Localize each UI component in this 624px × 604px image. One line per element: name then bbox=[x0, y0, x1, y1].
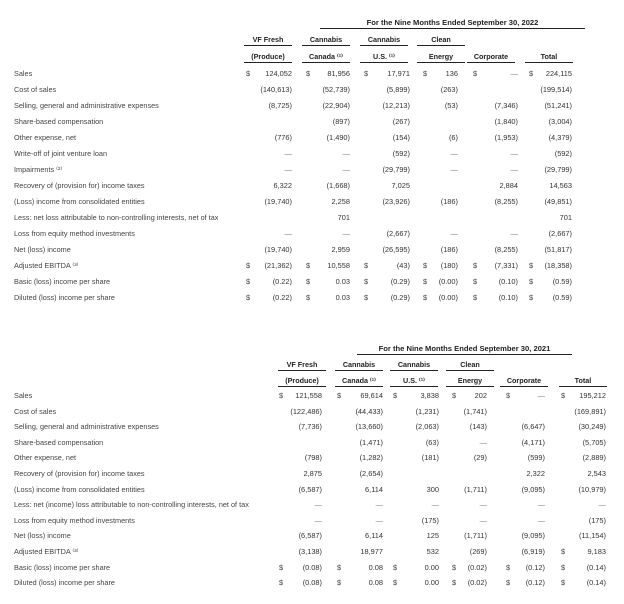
table-cell: (175) bbox=[588, 515, 606, 525]
row-label: Basic (loss) income per share bbox=[14, 562, 111, 572]
table-cell: — bbox=[314, 515, 322, 525]
table-title: For the Nine Months Ended September 30, 2021 bbox=[357, 344, 572, 355]
column-header-line1: Cannabis bbox=[360, 35, 408, 46]
column-header-line2: Corporate bbox=[467, 52, 515, 63]
table-cell: (9,095) bbox=[521, 484, 545, 494]
table-cell: (0.14) bbox=[586, 578, 606, 588]
table-cell: 701 bbox=[337, 213, 350, 222]
table-cell: 17,971 bbox=[387, 69, 410, 78]
row-label: Write-off of joint venture loan bbox=[14, 149, 108, 158]
currency-symbol: $ bbox=[337, 562, 342, 572]
table-cell: (9,095) bbox=[521, 531, 545, 541]
row-label: Other expense, net bbox=[14, 133, 77, 142]
row-label: Cost of sales bbox=[14, 85, 57, 94]
table-cell: 6,322 bbox=[273, 181, 292, 190]
table-cell: (186) bbox=[440, 245, 458, 254]
currency-symbol: $ bbox=[529, 293, 534, 302]
column-header-line2: Total bbox=[559, 376, 607, 387]
table-cell: (5,705) bbox=[582, 437, 606, 447]
table-cell: (0.00) bbox=[438, 277, 458, 286]
currency-symbol: $ bbox=[529, 277, 534, 286]
table-cell: (6,587) bbox=[298, 484, 322, 494]
row-label: Diluted (loss) income per share bbox=[14, 578, 115, 588]
table-cell: — bbox=[479, 437, 487, 447]
table-cell: (0.12) bbox=[525, 578, 545, 588]
currency-symbol: $ bbox=[506, 578, 511, 588]
row-label: Less: net (income) loss attributable to non-controlling interests, net of tax bbox=[14, 500, 249, 510]
currency-symbol: $ bbox=[473, 69, 478, 78]
table-cell: (2,063) bbox=[415, 422, 439, 432]
column-header-line2: Energy bbox=[446, 376, 494, 387]
row-label: Selling, general and administrative expenses bbox=[14, 422, 159, 432]
table-cell: 0.03 bbox=[335, 293, 350, 302]
table-cell: (22,904) bbox=[322, 101, 350, 110]
currency-symbol: $ bbox=[246, 293, 251, 302]
row-label: Basic (loss) income per share bbox=[14, 277, 111, 286]
table-cell: — bbox=[375, 500, 383, 510]
currency-symbol: $ bbox=[246, 277, 251, 286]
currency-symbol: $ bbox=[306, 293, 311, 302]
row-label: Share-based compensation bbox=[14, 437, 104, 447]
table-cell: — bbox=[284, 229, 292, 238]
table-cell: (63) bbox=[425, 437, 439, 447]
table-cell: (6,919) bbox=[521, 547, 545, 556]
table-cell: (52,739) bbox=[322, 85, 350, 94]
row-label: Less: net loss attributable to non-controlling interests, net of tax bbox=[14, 213, 219, 222]
table-cell: — bbox=[479, 515, 487, 525]
table-cell: 0.00 bbox=[424, 578, 439, 588]
column-header-line1: Clean bbox=[446, 360, 494, 371]
row-label: (Loss) income from consolidated entities bbox=[14, 197, 145, 206]
table-cell: (8,255) bbox=[494, 197, 518, 206]
table-cell: — bbox=[314, 500, 322, 510]
table-cell: (4,171) bbox=[521, 437, 545, 447]
currency-symbol: $ bbox=[561, 578, 566, 588]
column-header-line2: (Produce) bbox=[278, 376, 326, 387]
table-cell: (23,926) bbox=[382, 197, 410, 206]
table-cell: (140,613) bbox=[260, 85, 292, 94]
column-header-line2: Corporate bbox=[500, 376, 548, 387]
table-cell: (1,668) bbox=[326, 181, 350, 190]
table-cell: (154) bbox=[392, 133, 410, 142]
table-cell: 2,258 bbox=[331, 197, 350, 206]
table-cell: (6,647) bbox=[521, 422, 545, 432]
table-cell: 0.08 bbox=[368, 578, 383, 588]
table-cell: (186) bbox=[440, 197, 458, 206]
table-cell: (2,667) bbox=[386, 229, 410, 238]
table-cell: (49,851) bbox=[544, 197, 572, 206]
table-cell: (5,899) bbox=[386, 85, 410, 94]
table-cell: (13,660) bbox=[355, 422, 383, 432]
table-cell: (169,891) bbox=[574, 406, 606, 416]
currency-symbol: $ bbox=[246, 69, 251, 78]
table-cell: 81,956 bbox=[327, 69, 350, 78]
table-cell: (1,711) bbox=[464, 484, 487, 494]
row-label: Adjusted EBITDA ⁽³⁾ bbox=[14, 261, 79, 270]
currency-symbol: $ bbox=[364, 293, 369, 302]
row-label: Recovery of (provision for) income taxes bbox=[14, 181, 145, 190]
row-label: Loss from equity method investments bbox=[14, 229, 135, 238]
table-cell: (122,486) bbox=[290, 406, 322, 416]
table-cell: 2,322 bbox=[526, 469, 545, 478]
table-cell: — bbox=[510, 229, 518, 238]
currency-symbol: $ bbox=[423, 69, 428, 78]
table-cell: 6,114 bbox=[365, 531, 383, 541]
table-cell: 701 bbox=[559, 213, 572, 222]
table-cell: (1,741) bbox=[463, 406, 487, 416]
table-cell: (592) bbox=[554, 149, 572, 158]
currency-symbol: $ bbox=[561, 391, 566, 400]
row-label: Net (loss) income bbox=[14, 245, 71, 254]
table-cell: 300 bbox=[426, 484, 439, 494]
column-header-line1: Clean bbox=[417, 35, 465, 46]
table-cell: — bbox=[510, 165, 518, 174]
table-cell: (4,379) bbox=[548, 133, 572, 142]
table-cell: (0.08) bbox=[302, 562, 322, 572]
table-cell: — bbox=[510, 149, 518, 158]
currency-symbol: $ bbox=[423, 277, 428, 286]
column-header-line2: Canada ⁽¹⁾ bbox=[302, 52, 350, 63]
table-cell: (8,725) bbox=[268, 101, 292, 110]
column-header-line1: Cannabis bbox=[335, 360, 383, 371]
table-cell: (1,490) bbox=[326, 133, 350, 142]
table-cell: — bbox=[598, 500, 606, 510]
table-cell: (0.29) bbox=[390, 293, 410, 302]
table-cell: 2,959 bbox=[331, 245, 350, 254]
table-cell: (3,138) bbox=[298, 547, 322, 556]
column-header-line1: VF Fresh bbox=[244, 35, 292, 46]
currency-symbol: $ bbox=[423, 261, 428, 270]
table-cell: 3,838 bbox=[420, 391, 439, 400]
currency-symbol: $ bbox=[529, 261, 534, 270]
row-label: Diluted (loss) income per share bbox=[14, 293, 115, 302]
currency-symbol: $ bbox=[364, 277, 369, 286]
table-cell: (43) bbox=[396, 261, 410, 270]
table-cell: (0.14) bbox=[586, 562, 606, 572]
table-cell: 7,025 bbox=[391, 181, 410, 190]
table-cell: (1,840) bbox=[494, 117, 518, 126]
table-cell: — bbox=[450, 229, 458, 238]
currency-symbol: $ bbox=[306, 277, 311, 286]
table-cell: 9,183 bbox=[587, 547, 606, 556]
table-cell: 6,114 bbox=[365, 484, 383, 494]
table-cell: (0.08) bbox=[302, 578, 322, 588]
currency-symbol: $ bbox=[279, 562, 284, 572]
table-cell: 69,614 bbox=[360, 391, 383, 400]
table-cell: (30,249) bbox=[578, 422, 606, 432]
table-cell: 136 bbox=[445, 69, 458, 78]
currency-symbol: $ bbox=[506, 391, 511, 400]
table-cell: (776) bbox=[274, 133, 292, 142]
table-cell: (599) bbox=[527, 453, 545, 463]
table-cell: (44,433) bbox=[355, 406, 383, 416]
table-cell: (29) bbox=[473, 453, 487, 463]
table-cell: (897) bbox=[332, 117, 350, 126]
table-cell: (1,471) bbox=[359, 437, 383, 447]
row-label: Recovery of (provision for) income taxes bbox=[14, 469, 145, 478]
currency-symbol: $ bbox=[364, 261, 369, 270]
column-header-line1: VF Fresh bbox=[278, 360, 326, 371]
table-cell: 195,212 bbox=[579, 391, 606, 400]
table-cell: — bbox=[537, 515, 545, 525]
table-cell: — bbox=[537, 391, 545, 400]
column-header-line2: Canada ⁽¹⁾ bbox=[335, 376, 383, 387]
currency-symbol: $ bbox=[279, 578, 284, 588]
table-cell: — bbox=[284, 165, 292, 174]
row-label: Loss from equity method investments bbox=[14, 515, 135, 525]
table-cell: 2,884 bbox=[499, 181, 518, 190]
table-cell: (18,358) bbox=[544, 261, 572, 270]
table-cell: 2,543 bbox=[587, 469, 606, 478]
table-cell: (0.22) bbox=[272, 277, 292, 286]
table-cell: 0.03 bbox=[335, 277, 350, 286]
table-cell: 2,875 bbox=[303, 469, 322, 478]
table-cell: — bbox=[284, 149, 292, 158]
table-cell: (0.10) bbox=[498, 277, 518, 286]
table-cell: (8,255) bbox=[494, 245, 518, 254]
table-cell: (180) bbox=[440, 261, 458, 270]
table-cell: (51,241) bbox=[544, 101, 572, 110]
table-cell: — bbox=[450, 165, 458, 174]
table-cell: (0.02) bbox=[467, 562, 487, 572]
table-cell: (7,346) bbox=[494, 101, 518, 110]
table-cell: — bbox=[342, 229, 350, 238]
table-title: For the Nine Months Ended September 30, 2022 bbox=[320, 18, 585, 29]
table-cell: (2,667) bbox=[548, 229, 572, 238]
currency-symbol: $ bbox=[393, 578, 398, 588]
currency-symbol: $ bbox=[306, 261, 311, 270]
table-cell: — bbox=[431, 500, 439, 510]
table-cell: (7,331) bbox=[494, 261, 518, 270]
table-cell: 0.00 bbox=[424, 562, 439, 572]
column-header-line1: Cannabis bbox=[302, 35, 350, 46]
table-cell: (0.02) bbox=[467, 578, 487, 588]
table-cell: (1,231) bbox=[415, 406, 439, 416]
row-label: Net (loss) income bbox=[14, 531, 71, 541]
currency-symbol: $ bbox=[306, 69, 311, 78]
row-label: Adjusted EBITDA ⁽³⁾ bbox=[14, 547, 79, 556]
table-cell: 224,115 bbox=[545, 69, 572, 78]
row-label: (Loss) income from consolidated entities bbox=[14, 484, 145, 494]
currency-symbol: $ bbox=[473, 261, 478, 270]
table-cell: (263) bbox=[440, 85, 458, 94]
table-cell: — bbox=[342, 149, 350, 158]
currency-symbol: $ bbox=[452, 391, 457, 400]
column-header-line2: (Produce) bbox=[244, 52, 292, 63]
table-cell: (29,799) bbox=[544, 165, 572, 174]
table-cell: (267) bbox=[392, 117, 410, 126]
currency-symbol: $ bbox=[473, 277, 478, 286]
table-cell: (51,817) bbox=[544, 245, 572, 254]
table-cell: 18,977 bbox=[360, 547, 383, 556]
table-cell: (592) bbox=[392, 149, 410, 158]
currency-symbol: $ bbox=[561, 562, 566, 572]
column-header-line1: Cannabis bbox=[390, 360, 438, 371]
currency-symbol: $ bbox=[423, 293, 428, 302]
table-cell: (53) bbox=[444, 101, 458, 110]
table-cell: (1,711) bbox=[464, 531, 487, 541]
currency-symbol: $ bbox=[473, 293, 478, 302]
row-label: Sales bbox=[14, 391, 33, 400]
currency-symbol: $ bbox=[393, 562, 398, 572]
table-cell: (11,154) bbox=[579, 531, 606, 541]
column-header-line2: U.S. ⁽¹⁾ bbox=[390, 376, 438, 387]
table-cell: (0.10) bbox=[498, 293, 518, 302]
table-cell: (0.59) bbox=[552, 277, 572, 286]
table-cell: (0.22) bbox=[272, 293, 292, 302]
table-cell: (0.29) bbox=[390, 277, 410, 286]
table-cell: (21,362) bbox=[264, 261, 292, 270]
table-cell: (0.00) bbox=[438, 293, 458, 302]
table-cell: (12,213) bbox=[382, 101, 410, 110]
row-label: Sales bbox=[14, 69, 33, 78]
table-cell: — bbox=[479, 500, 487, 510]
table-cell: (175) bbox=[421, 515, 439, 525]
table-cell: (19,740) bbox=[264, 245, 292, 254]
table-cell: (7,736) bbox=[298, 422, 322, 432]
table-cell: (2,654) bbox=[359, 469, 383, 478]
currency-symbol: $ bbox=[393, 391, 398, 400]
currency-symbol: $ bbox=[337, 391, 342, 400]
currency-symbol: $ bbox=[452, 562, 457, 572]
row-label: Other expense, net bbox=[14, 453, 77, 463]
table-cell: (29,799) bbox=[382, 165, 410, 174]
table-cell: (2,889) bbox=[582, 453, 606, 463]
table-cell: — bbox=[510, 69, 518, 78]
table-cell: (26,595) bbox=[382, 245, 410, 254]
currency-symbol: $ bbox=[561, 547, 566, 556]
column-header-line2: Total bbox=[525, 52, 573, 63]
table-cell: (3,004) bbox=[548, 117, 572, 126]
table-cell: — bbox=[450, 149, 458, 158]
table-cell: — bbox=[342, 165, 350, 174]
table-cell: (269) bbox=[469, 547, 487, 556]
table-cell: (181) bbox=[421, 453, 439, 463]
currency-symbol: $ bbox=[337, 578, 342, 588]
column-header-line2: Energy bbox=[417, 52, 465, 63]
table-cell: 121,558 bbox=[295, 391, 322, 400]
table-cell: (798) bbox=[304, 453, 322, 463]
currency-symbol: $ bbox=[452, 578, 457, 588]
table-cell: 14,563 bbox=[549, 181, 572, 190]
table-cell: (1,953) bbox=[494, 133, 518, 142]
table-cell: — bbox=[375, 515, 383, 525]
currency-symbol: $ bbox=[364, 69, 369, 78]
row-label: Cost of sales bbox=[14, 406, 57, 416]
table-cell: (0.12) bbox=[525, 562, 545, 572]
currency-symbol: $ bbox=[279, 391, 284, 400]
currency-symbol: $ bbox=[246, 261, 251, 270]
table-cell: (6) bbox=[448, 133, 458, 142]
table-cell: 0.08 bbox=[368, 562, 383, 572]
table-cell: (1,282) bbox=[359, 453, 383, 463]
currency-symbol: $ bbox=[506, 562, 511, 572]
table-cell: (10,979) bbox=[578, 484, 606, 494]
row-label: Share-based compensation bbox=[14, 117, 104, 126]
table-cell: (6,587) bbox=[298, 531, 322, 541]
column-header-line2: U.S. ⁽¹⁾ bbox=[360, 52, 408, 63]
table-cell: 202 bbox=[474, 391, 487, 400]
table-cell: (199,514) bbox=[540, 85, 572, 94]
table-cell: (0.59) bbox=[552, 293, 572, 302]
table-cell: — bbox=[537, 500, 545, 510]
row-label: Impairments ⁽²⁾ bbox=[14, 165, 63, 174]
table-cell: 10,558 bbox=[327, 261, 350, 270]
table-cell: (19,740) bbox=[264, 197, 292, 206]
currency-symbol: $ bbox=[529, 69, 534, 78]
table-cell: 532 bbox=[426, 547, 439, 556]
table-cell: (143) bbox=[469, 422, 487, 432]
row-label: Selling, general and administrative expenses bbox=[14, 101, 159, 110]
table-cell: 124,052 bbox=[265, 69, 292, 78]
table-cell: 125 bbox=[426, 531, 439, 541]
